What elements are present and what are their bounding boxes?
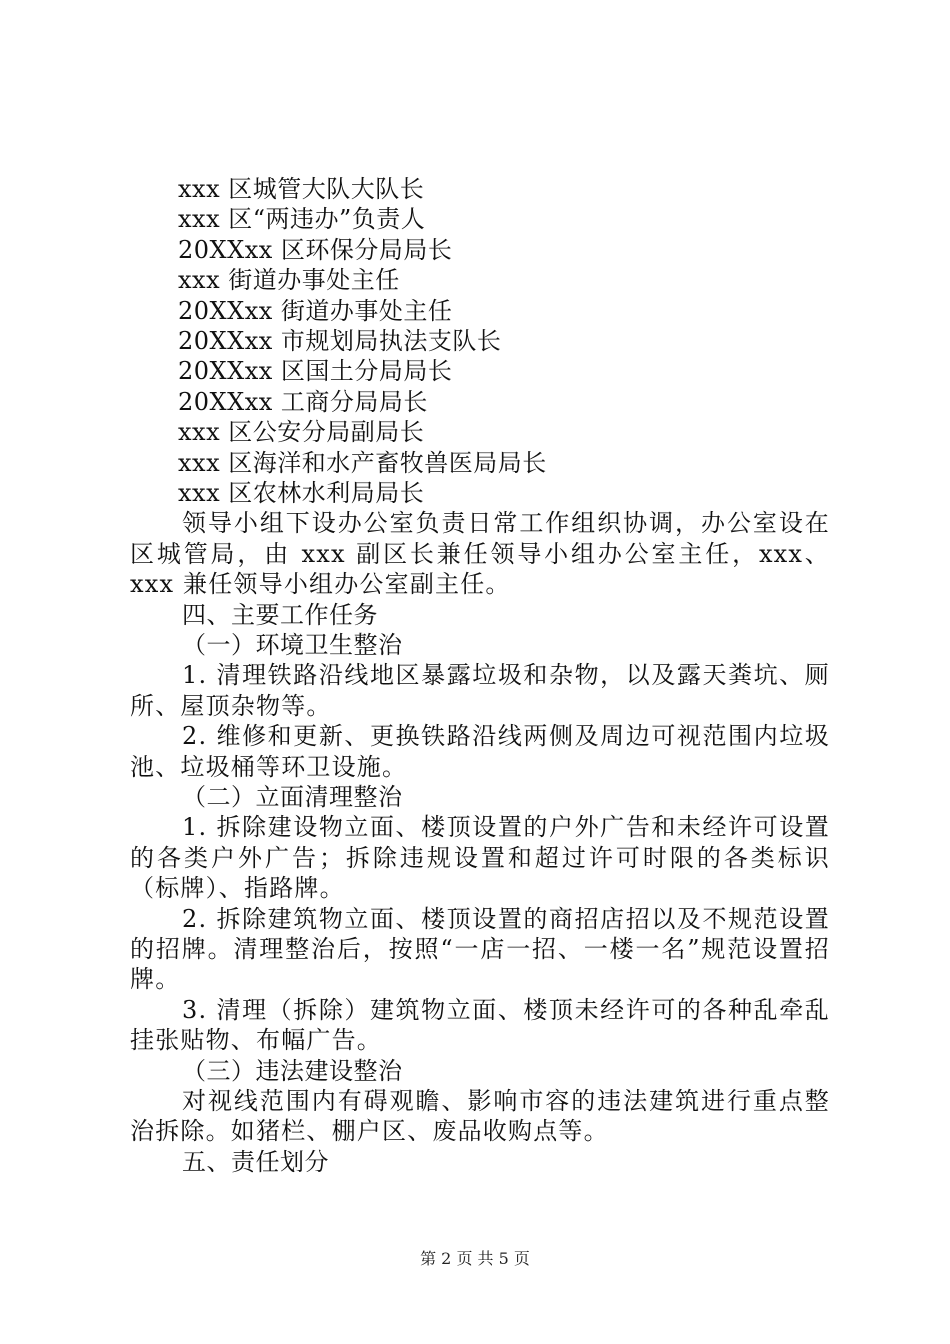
subsection-heading: （二）立面清理整治 <box>182 782 403 811</box>
member-line: 20XXxx 工商分局局长 <box>178 387 428 416</box>
member-line: 20XXxx 区环保分局局长 <box>178 235 453 264</box>
member-line: 20XXxx 街道办事处主任 <box>178 296 453 325</box>
subsection-heading: （三）违法建设整治 <box>182 1056 403 1085</box>
task-item: 3. 清理（拆除）建筑物立面、楼顶未经许可的各种乱牵乱挂张贴物、布幅广告。 <box>130 995 830 1055</box>
member-line: xxx 区公安分局副局长 <box>178 418 425 447</box>
member-line: 20XXxx 区国土分局局长 <box>178 357 453 386</box>
subsection-heading: （一）环境卫生整治 <box>182 630 403 659</box>
member-line: xxx 区海洋和水产畜牧兽医局局长 <box>178 448 547 477</box>
member-line: 20XXxx 市规划局执法支队长 <box>178 326 502 355</box>
section-heading: 五、责任划分 <box>182 1147 329 1176</box>
task-item: 2. 维修和更新、更换铁路沿线两侧及周边可视范围内垃圾池、垃圾桶等环卫设施。 <box>130 722 830 781</box>
page-footer: 第 2 页 共 5 页 <box>420 1249 530 1268</box>
task-item: 对视线范围内有碍观瞻、影响市容的违法建筑进行重点整治拆除。如猪栏、棚户区、废品收购点等。 <box>130 1086 830 1146</box>
member-line: xxx 街道办事处主任 <box>178 266 400 295</box>
task-item: 2. 拆除建筑物立面、楼顶设置的商招店招以及不规范设置的招牌。清理整治后，按照“一店一招、一楼一名”规范设置招牌。 <box>130 904 830 994</box>
document-body <box>130 174 830 1177</box>
office-paragraph: 领导小组下设办公室负责日常工作组织协调，办公室设在区城管局，由 xxx 副区长兼任领导小组办公室主任，xxx、xxx 兼任领导小组办公室副主任。 <box>130 509 830 599</box>
task-item: 1. 清理铁路沿线地区暴露垃圾和杂物，以及露天粪坑、厕所、屋顶杂物等。 <box>130 661 830 720</box>
member-line: xxx 区农林水利局局长 <box>178 478 425 507</box>
member-line: xxx 区“两违办”负责人 <box>178 205 426 234</box>
section-heading: 四、主要工作任务 <box>182 600 378 629</box>
member-line: xxx 区城管大队大队长 <box>178 175 425 203</box>
task-item: 1. 拆除建设物立面、楼顶设置的户外广告和未经许可设置的各类户外广告；拆除违规设置和超过许可时限的各类标识（标牌）、指路牌。 <box>130 813 830 903</box>
